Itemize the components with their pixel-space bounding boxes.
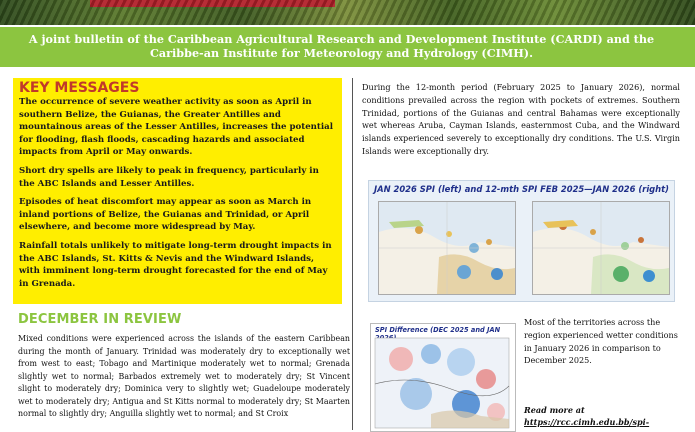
read-more-prefix: Read more at: [524, 405, 585, 415]
jan-spi-map: [378, 201, 516, 295]
key-message-2: Short dry spells are likely to peak in frequency, particularly in the ABC Islands and Lesser Antilles.: [19, 165, 319, 189]
read-more-link[interactable]: https://rcc.cimh.edu.bb/spi-: [524, 417, 650, 427]
bulletin-banner: [0, 27, 695, 67]
twelve-month-paragraph: During the 12-month period (February 2025 to January 2026), normal conditions prevailed across the region with pockets of extremes. Southern Trinidad, portions of the Guianas and central Bahamas were exceptionally wet whereas Aruba, Cayman Islands, easternmost Cuba, and the Windward islands experienced severely to exceptionally dry conditions. The U.S. Virgin Islands were exceptionally dry.: [362, 82, 680, 156]
december-review-heading: DECEMBER IN REVIEW: [18, 312, 182, 327]
wetter-conditions-text: Most of the territories across the region experienced wetter conditions in January 2026 in comparison to December 2025.: [524, 317, 678, 366]
spi-figure-title: JAN 2026 SPI (left) and 12-mth SPI FEB 2025—JAN 2026 (right): [374, 184, 669, 194]
banner-text: A joint bulletin of the Caribbean Agricultural Research and Development Institute (CARDI) and the Caribbe-an Institute for Meteorology and Hydrology (CIMH).: [28, 32, 655, 60]
header-accent-bar: [90, 0, 335, 7]
read-more: [524, 404, 679, 428]
spi-figure: [368, 180, 675, 302]
key-message-3: Episodes of heat discomfort may appear as soon as March in inland portions of Belize, the Guianas and Trinidad, or April elsewhere, and become more widespread by May.: [19, 197, 312, 233]
key-messages-box: [13, 78, 342, 304]
key-message-1: The occurrence of severe weather activity as soon as April in southern Belize, the Guianas, the Greater Antilles and mountainous areas of the Lesser Antilles, increases the potential for flooding, flash floods, cascading hazards and associated impacts from April or May onwards.: [19, 97, 333, 158]
december-review-text: Mixed conditions were experienced across the islands of the eastern Caribbean during the month of January. Trinidad was moderately dry to exceptionally wet from west to east; Tobago and Martinique moderately wet to normal; Grenada slightly wet to normal; Barbados extremely wet to moderately dry; St Vincent slight to moderately dry; Dominica very to slightly wet; Guadeloupe moderately wet to moderately dry; Antigua and St Kitts normal to moderately dry; St Maarten normal to slightly dry; Anguilla slightly wet to normal; and St Croix: [18, 334, 350, 418]
spi-difference-title: SPI Difference (DEC 2025 and JAN: [375, 326, 501, 334]
key-messages-heading: KEY MESSAGES: [19, 80, 140, 96]
spi-difference-figure: [370, 323, 516, 432]
column-divider: [352, 78, 353, 430]
twelve-month-spi-map: [532, 201, 670, 295]
header-photo: [0, 0, 695, 25]
key-message-4: Rainfall totals unlikely to mitigate long-term drought impacts in the ABC Islands, St. Kitts & Nevis and the Windward Islands, with imminent long-term drought forecasted for the end of May in Grenada.: [19, 240, 332, 289]
